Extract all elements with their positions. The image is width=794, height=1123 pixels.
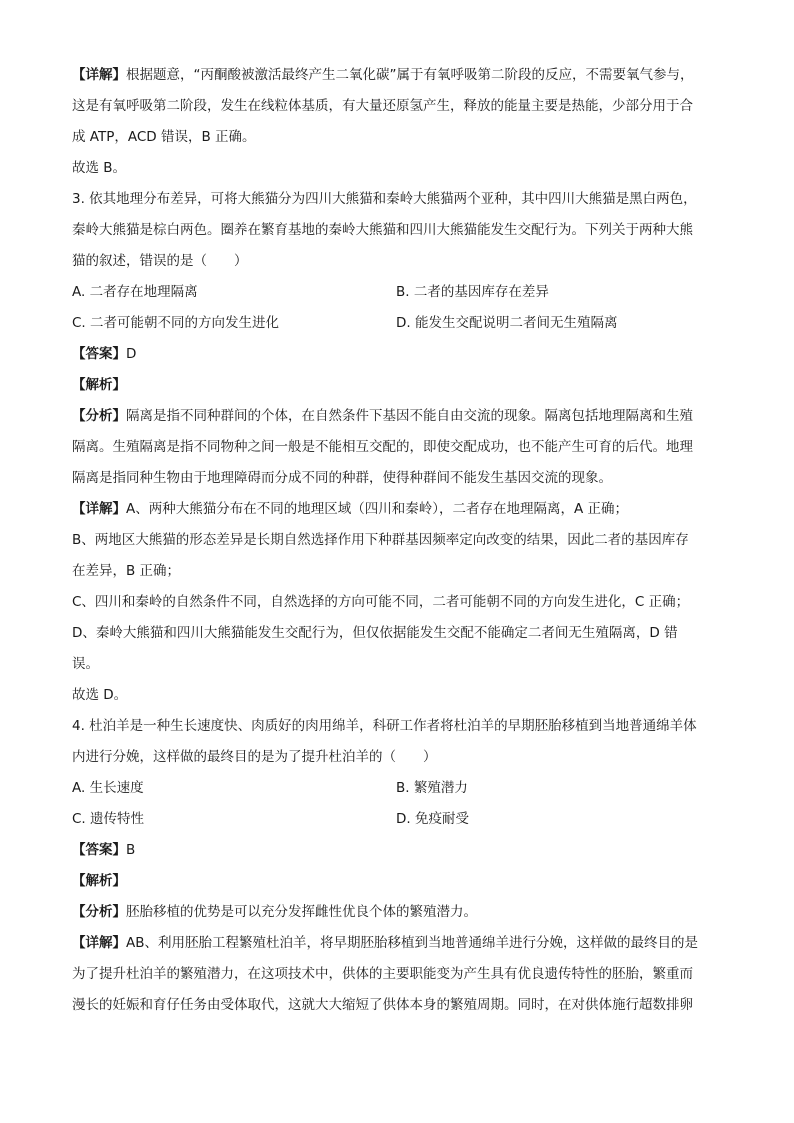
option-item: C. 二者可能朝不同的方向发生进化 (72, 315, 280, 331)
option-item: B. 繁殖潜力 (396, 780, 468, 796)
option-item: D. 能发生交配说明二者间无生殖隔离 (396, 315, 618, 331)
line-text: 这是有氧呼吸第二阶段，发生在线粒体基质，有大量还原氢产生，释放的能量主要是热能，少部分用于合 (72, 98, 693, 114)
text-line (72, 835, 728, 866)
section-tag: 【详解】 (72, 501, 126, 517)
line-text: 隔离是指同种生物由于地理障碍而分成不同的种群，使得种群间不能发生基因交流的现象。 (72, 470, 612, 486)
text-line (72, 184, 728, 215)
text-line (72, 711, 728, 742)
line-text: 为了提升杜泊羊的繁殖潜力，在这项技术中，供体的主要职能变为产生具有优良遗传特性的胚胎，繁重而 (72, 966, 693, 982)
section-tag: 【详解】 (72, 67, 126, 83)
line-text: 隔离是指不同种群间的个体，在自然条件下基因不能自由交流的现象。隔离包括地理隔离和生殖 (126, 408, 693, 424)
text-line (72, 91, 728, 122)
line-text: 在差异，B 正确； (72, 563, 181, 579)
line-text: 根据题意，“丙酮酸被激活最终产生二氧化碳”属于有氧呼吸第二阶段的反应，不需要氧气参与， (126, 67, 694, 83)
line-text: 内进行分娩，这样做的最终目的是为了提升杜泊羊的（ ） (72, 749, 437, 765)
text-line (72, 401, 728, 432)
text-line (72, 432, 728, 463)
text-line (72, 463, 728, 494)
line-text: A、两种大熊猫分布在不同的地理区域（四川和秦岭），二者存在地理隔离，A 正确； (126, 501, 629, 517)
line-text: B (126, 842, 136, 858)
text-line (72, 494, 728, 525)
text-line (72, 649, 728, 680)
line-text: 成 ATP，ACD 错误，B 正确。 (72, 129, 256, 145)
line-text: 4. 杜泊羊是一种生长速度快、肉质好的肉用绵羊，科研工作者将杜泊羊的早期胚胎移植到当地普通绵羊体 (72, 718, 697, 734)
section-tag: 【分析】 (72, 904, 126, 920)
option-row (72, 277, 728, 308)
text-line (72, 215, 728, 246)
option-item: C. 遗传特性 (72, 811, 145, 827)
section-tag: 【解析】 (72, 377, 126, 393)
text-line (72, 866, 728, 897)
line-text: 故选 B。 (72, 160, 127, 176)
text-line (72, 959, 728, 990)
line-text: 故选 D。 (72, 687, 128, 703)
option-row (72, 804, 728, 835)
text-line (72, 339, 728, 370)
text-line (72, 122, 728, 153)
text-line (72, 742, 728, 773)
line-text: B、两地区大熊猫的形态差异是长期自然选择作用下种群基因频率定向改变的结果，因此二者的基因库存 (72, 532, 689, 548)
line-text: 漫长的妊娠和育仔任务由受体取代，这就大大缩短了供体本身的繁殖周期。同时，在对供体施行超数排卵 (72, 997, 693, 1013)
text-line (72, 618, 728, 649)
line-text: 误。 (72, 656, 99, 672)
section-tag: 【解析】 (72, 873, 126, 889)
text-line (72, 587, 728, 618)
section-tag: 【详解】 (72, 935, 126, 951)
line-text: D (126, 346, 137, 362)
text-line (72, 60, 728, 91)
option-row (72, 773, 728, 804)
text-line (72, 525, 728, 556)
option-item: A. 生长速度 (72, 780, 144, 796)
line-text: 隔离。生殖隔离是指不同物种之间一般是不能相互交配的，即使交配成功，也不能产生可育的后代。地理 (72, 439, 693, 455)
option-item: B. 二者的基因库存在差异 (396, 284, 549, 300)
section-tag: 【答案】 (72, 842, 126, 858)
text-line (72, 556, 728, 587)
option-item: D. 免疫耐受 (396, 811, 469, 827)
text-line (72, 153, 728, 184)
line-text: 秦岭大熊猫是棕白两色。圈养在繁育基地的秦岭大熊猫和四川大熊猫能发生交配行为。下列关于两种大熊 (72, 222, 693, 238)
text-line (72, 928, 728, 959)
line-text: C、四川和秦岭的自然条件不同，自然选择的方向可能不同，二者可能朝不同的方向发生进化，C 正确； (72, 594, 690, 610)
section-tag: 【答案】 (72, 346, 126, 362)
line-text: 胚胎移植的优势是可以充分发挥雌性优良个体的繁殖潜力。 (126, 904, 477, 920)
section-tag: 【分析】 (72, 408, 126, 424)
text-line (72, 370, 728, 401)
text-line (72, 680, 728, 711)
text-line (72, 897, 728, 928)
line-text: AB、利用胚胎工程繁殖杜泊羊，将早期胚胎移植到当地普通绵羊进行分娩，这样做的最终目的是 (126, 935, 698, 951)
option-row (72, 308, 728, 339)
option-item: A. 二者存在地理隔离 (72, 284, 198, 300)
line-text: D、秦岭大熊猫和四川大熊猫能发生交配行为，但仅依据能发生交配不能确定二者间无生殖隔离，D 错 (72, 625, 678, 641)
text-line (72, 246, 728, 277)
line-text: 3. 依其地理分布差异，可将大熊猫分为四川大熊猫和秦岭大熊猫两个亚种，其中四川大熊猫是黑白两色， (72, 191, 697, 207)
text-line (72, 990, 728, 1021)
document-body (72, 60, 728, 1021)
line-text: 猫的叙述，错误的是（ ） (72, 253, 248, 269)
